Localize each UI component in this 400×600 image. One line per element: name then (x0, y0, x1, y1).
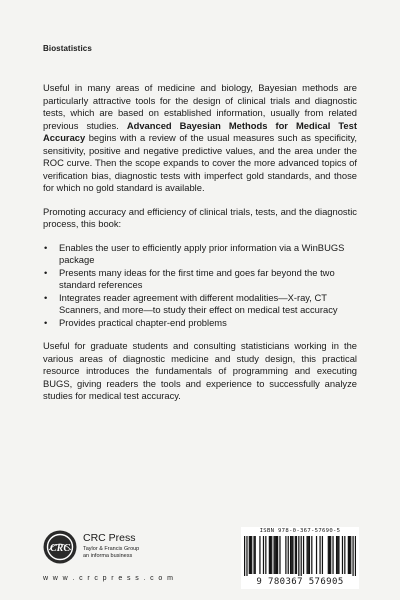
bullet-icon: • (44, 316, 48, 328)
publisher-name: CRC Press (83, 532, 136, 544)
publisher-group: Taylor & Francis Group (83, 546, 140, 552)
barcode-bar (342, 536, 343, 574)
isbn-label: ISBN 978-0-367-57690-5 (259, 528, 341, 534)
barcode-bar (255, 536, 256, 574)
barcode-bar (298, 536, 299, 576)
barcode-bar (291, 536, 292, 574)
barcode-bar (276, 536, 277, 574)
description-paragraph (43, 82, 357, 195)
barcode-bar (336, 536, 337, 574)
back-cover-text (43, 82, 357, 414)
barcode-bar (319, 536, 320, 574)
barcode-bar (348, 536, 349, 574)
barcode-bar (259, 536, 260, 574)
barcode-bar (249, 536, 250, 574)
list-item (43, 317, 357, 330)
category-label: Biostatistics (43, 44, 92, 53)
barcode-bar (328, 536, 329, 574)
barcode-bar (344, 536, 345, 574)
barcode-bar (311, 536, 312, 574)
barcode-bar (329, 536, 330, 574)
bullet-text: Presents many ideas for the first time and goes far beyond the two standard references (59, 266, 335, 290)
list-item (43, 267, 357, 292)
closing-paragraph: Useful for graduate students and consulting statisticians working in the various areas of diagnostic medicine and study design, this practical resource introduces the fundamentals of programming and executing BUGS, giving readers the tools and experience to successfully analyze studies for medical test accuracy. (43, 340, 357, 401)
features-intro: Promoting accuracy and efficiency of clinical trials, tests, and the diagnostic process, this book: (43, 205, 357, 229)
bullet-icon: • (44, 241, 48, 253)
barcode-bar (269, 536, 270, 574)
barcode-bar (246, 536, 247, 576)
logo-text: CRC (49, 543, 71, 554)
list-item (43, 292, 357, 317)
barcode-bar (322, 536, 323, 574)
bullet-icon: • (44, 291, 48, 303)
barcode-bar (292, 536, 293, 574)
barcode-bar (309, 536, 310, 574)
list-item (43, 242, 357, 267)
description-lead: Useful in many areas of medicine and biology, Bayesian methods are particularly attractive tools for the design of clinical trials and diagnostic tests, which are based on established information, usually from related previous studies. (43, 82, 357, 131)
barcode-bar (295, 536, 296, 574)
barcode-bar (263, 536, 264, 574)
bullet-text: Enables the user to efficiently apply prior information via a WinBUGS package (59, 241, 345, 265)
barcode-bar (273, 536, 274, 574)
barcode-bar (285, 536, 286, 574)
barcode-bar (352, 536, 353, 576)
barcode-bar (306, 536, 307, 574)
barcode-bar (303, 536, 304, 574)
features-list (43, 242, 357, 330)
publisher-url: w w w . c r c p r e s s . c o m (43, 575, 175, 582)
barcode-bar (350, 536, 351, 574)
barcode-bar (290, 536, 291, 574)
barcode-bar (296, 536, 297, 574)
barcode-bar (275, 536, 276, 574)
barcode-bar (316, 536, 317, 574)
barcode-bar (251, 536, 252, 574)
publisher-block (43, 530, 193, 570)
barcode-bar (279, 536, 280, 574)
barcode-bar (265, 536, 266, 574)
description-rest: begins with a review of the usual measures such as specificity, sensitivity, positive and negative predictive values, and the area under the ROC curve. Then the scope expands to cover the more advanced topics of verification bias, diagnostic tests with imperfect gold standards, and those for which no gold standard is available. (43, 132, 357, 193)
isbn-barcode-block (241, 527, 359, 589)
publisher-business: an informa business (83, 553, 133, 559)
barcode-bar (308, 536, 309, 574)
barcode-bar (349, 536, 350, 574)
barcode-bar (332, 536, 333, 574)
barcode-bar (355, 536, 356, 576)
barcode-bar (271, 536, 272, 574)
publisher-subtitle (83, 546, 139, 560)
barcode-bar (250, 536, 251, 574)
barcode-bar (301, 536, 302, 576)
crc-logo-icon (43, 530, 77, 564)
barcode-bar (253, 536, 254, 574)
barcode-bar (288, 536, 289, 574)
barcode-bar (270, 536, 271, 574)
barcode-bar (337, 536, 338, 574)
barcode-bar (338, 536, 339, 574)
barcode-bar (277, 536, 278, 574)
barcode-icon (244, 536, 356, 576)
book-title: Advanced Bayesian Methods for Medical Test Accuracy (43, 119, 357, 143)
bullet-icon: • (44, 266, 48, 278)
bullet-text: Provides practical chapter-end problems (59, 316, 227, 328)
barcode-bar (330, 536, 331, 574)
barcode-number: 9 780367 576905 (256, 577, 344, 587)
barcode-bar (244, 536, 245, 576)
bullet-text: Integrates reader agreement with different modalities—X-ray, CT Scanners, and more—to study their effect on medical test accuracy (59, 291, 338, 315)
